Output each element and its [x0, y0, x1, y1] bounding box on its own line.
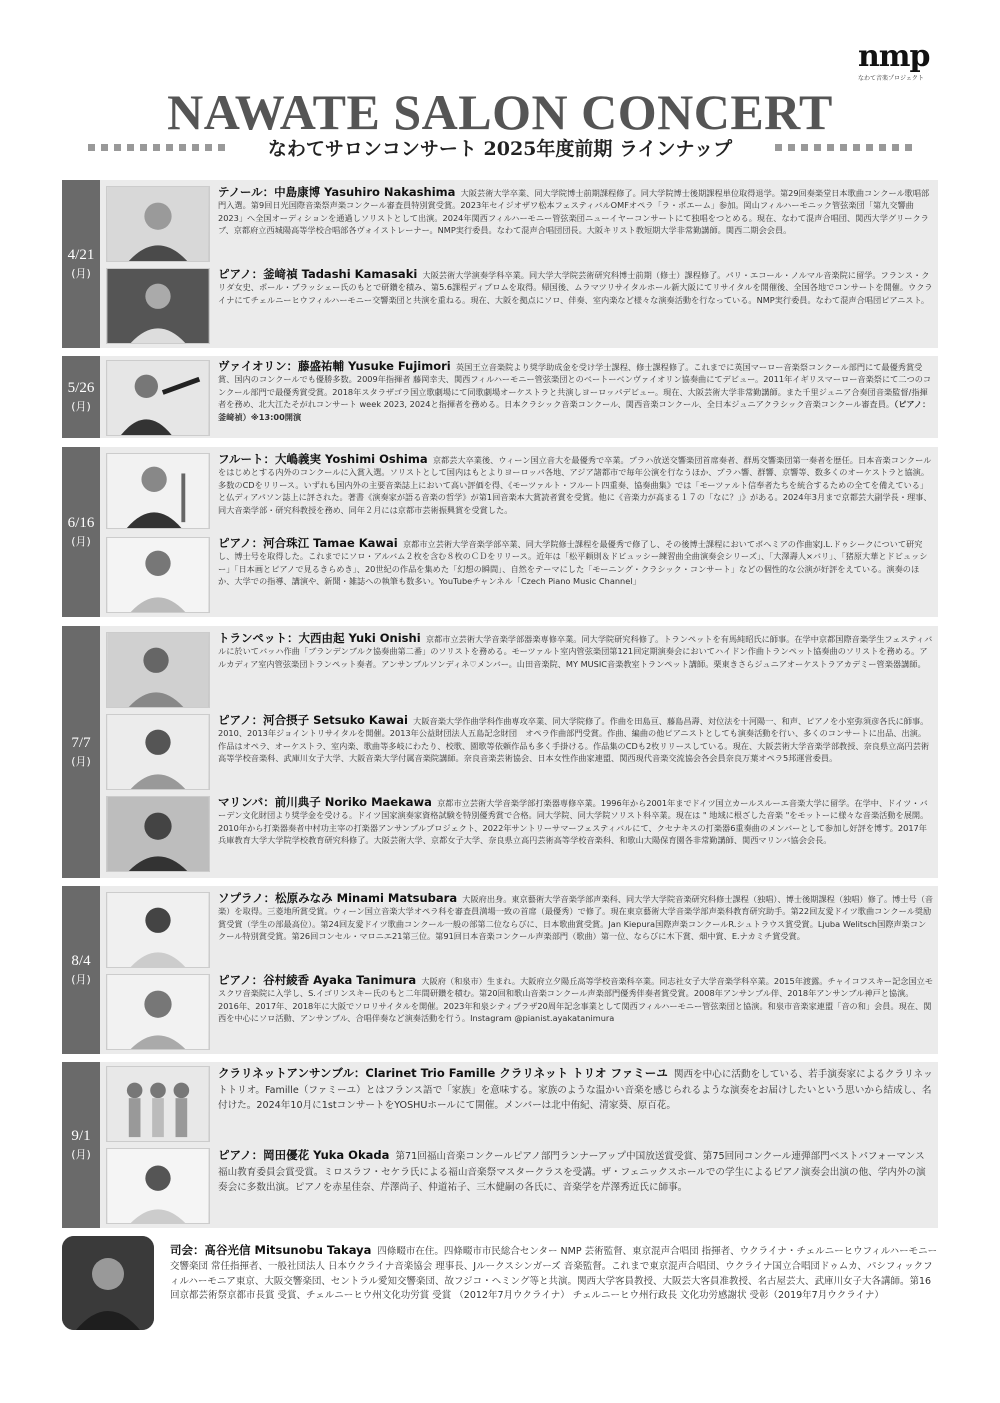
- concert-weekday: (月): [71, 400, 91, 413]
- concert-block: [62, 886, 938, 1054]
- performer-photo: [106, 796, 210, 872]
- page-subtitle: なわてサロンコンサート 2025年度前期 ラインナップ: [267, 137, 733, 160]
- performer-text: [218, 360, 934, 423]
- performer-bio: 京都芸大卒業後、ウィーン国立音大を最優秀で卒業。プラハ放送交響楽団首席奏者、群馬交響楽団第一奏者を歴任。日本音楽コンクールをはじめとする内外のコンクールに入賞入選。ソリストとして国内はもとよりヨーロッパ各地、アジア諸都市で毎年公演を行なうほか、プラハ響、群響、京響等、数多くのオーケストラと協演。多数のCDをリリース。いずれも国内外の主要音楽誌上において高い評価を得、《モーツァルト・フルート四重奏、協奏曲集》では「モーツァルト信奉者たちを統合するための全てを備えている」と仏ディアパソン誌上に評された。著書《演奏家が語る音楽の哲学》が第1回音楽本大賞読者賞を受賞。他に《音楽力が高まる１７の「なに？」》がある。2024年3月まで京都芸大副学長・理事、同大音楽学部・研究科教授を務め、同年２月には京都市芸術振興賞を受賞した。: [218, 455, 932, 515]
- performer-name: ピアノ：谷村綾香 Ayaka Tanimura: [218, 974, 417, 987]
- date-tab: [62, 1062, 100, 1228]
- performer-entry: [106, 796, 934, 874]
- mc-name: 司会：髙谷光信 Mitsunobu Takaya: [170, 1243, 372, 1257]
- performer-entry: [106, 537, 934, 613]
- logo-mark: nmp: [858, 39, 930, 74]
- concert-date: 7/7: [71, 735, 91, 751]
- performer-name: フルート：大嶋義実 Yoshimi Oshima: [218, 453, 428, 466]
- performer-text: [218, 537, 934, 588]
- mc-bio: 四條畷市在住。四條畷市市民総合センター NMP 芸術監督、東京混声合唱団 指揮者、ウクライナ・チェルニーヒウフィルハーモニー交響楽団 常任指揮者、一般社団法人 日本ウクライナ音楽協会 理事長、Jルークスシンガーズ 音楽監督。これまで東京混声合唱団、ウクライナ国立合唱団ドゥムカ、パシフィックフィルハーモニア東京、大阪交響楽団、セントラル愛知交響楽団、故フジコ・ヘミング等と共演。関西大学客員教授、大阪芸大客員准教授、名古屋芸大、武庫川女子大各講師。第16回京都芸術祭京都市長賞 受賞、チェルニーヒウ州文化功労賞 受賞 （2012年7月ウクライナ） チェルニーヒウ州行政長 文化功労感謝状 受彰（2019年7月ウクライナ）: [170, 1246, 938, 1302]
- performer-bio: 英国王立音楽院より奨学助成金を受け学士課程、修士課程修了。これまでに英国マーロー音楽祭コンクール部門にて最優秀賞受賞、国内のコンクールでも優勝多数。2009年指揮者 藤岡幸夫、関西フィルハーモニー管弦楽団とのベートーベンヴァイオリン協奏曲にてデビュー。2011年イギリスマーロー音楽祭にて二つのコンクール部門で最優秀賞受賞。2018年スタラザゴラ国立歌劇場にて同歌劇場オーケストラと共演しヨーロッパデビュー。現在、大阪芸術大学非常勤講師。また千里ジュニア合奏団音楽監督/指揮者を務め、北大江たそがれコンサート week 2023, 2024と指揮者を務める。日本クラシック音楽コンクール、関西音楽コンクール、全日本ジュニアクラシック音楽コンクール審査員。: [218, 362, 932, 410]
- concert-date: 8/4: [71, 953, 91, 969]
- performer-photo: [106, 632, 210, 708]
- performer-bio: 大阪府（和泉市）生まれ。大阪府立夕陽丘高等学校音楽科卒業。同志社女子大学音楽学科卒業。2015年渡露。チャイコフスキー記念国立モスクワ音楽院に入学し、S.イゴリンスキー氏のもと二年間研鑽を積む。第20回和歌山音楽コンクール声楽部門優秀伴奏者賞受賞。2008年アンサンブル伴、2018年アンサンブル神戸と協演。2016年、2017年、2018年に大阪でソロリサイタルを開催。2023年和泉シティプラザ20周年記念事業として関西フィルハーモニー管弦楽団と協演。和泉市音楽家連盟「音の和」会員。現在、関西を中心にソロ活動、アンサンブル、合唱伴奏など演奏活動を行う。Instagram @pianist.ayakatanimura: [218, 976, 934, 1024]
- performer-name: クラリネットアンサンブル：Clarinet Trio Famille クラリネット トリオ ファミーユ: [218, 1066, 668, 1080]
- concert-block: [62, 356, 938, 438]
- concert-weekday: (月): [71, 1148, 91, 1161]
- nmp-logo: [858, 39, 938, 82]
- performer-bio: 大阪芸術大学卒業、同大学院博士前期課程修了。同大学院博士後期課程単位取得退学。第29回奏楽堂日本歌曲コンクール歌唱部門入選。第9回日光国際音楽祭声楽コンクール審査員特別賞受賞。2023年セイジオザワ松本フェスティバルOMFオペラ「ラ・ボエーム」参加。岡山フィルハーモニック管弦楽団「第九交響曲2023」へ全国オーディションを通過しソリストとして出演。2024年関西フィルハーモニー管弦楽団ニューイヤーコンサートにて独唱をつとめる。現在、なわて混声合唱団、関西大学グリークラブ、京都府立西城陽高等学校合唱部各ヴォイストレーナー。NMP実行委員。なわて混声合唱団団長。大阪キリスト教短期大学非常勤講師。関西二期会会員。: [218, 188, 930, 236]
- performer-bio: 大阪府出身。東京藝術大学音楽学部声楽科、同大学大学院音楽研究科修士課程（独唱）、博士後期課程（独唱）修了。博士号（音楽）を取得。三菱地所賞受賞。ウィーン国立音楽大学オペラ科を審査員満場一致の首席（最優秀）で修了。現在東京藝術大学音楽学部声楽科教育研究助手。第22回友愛ドイツ歌曲コンクール奨励賞受賞（学生の部最高位）。第24回友愛ドイツ歌曲コンクール一般の部第二位ならびに、日本歌曲賞受賞。Jan Kiepura国際声楽コンクールR.シュトラウス賞受賞。Ljuba Welitsch国際声楽コンクール特別賞受賞。第26回コンセル・マロニエ21第三位。第91回日本音楽コンクール声楽部門（歌曲）第一位、ならびに木下賞、畑中賞、E.ナカミチ賞受賞。: [218, 894, 934, 942]
- concert-weekday: (月): [71, 267, 91, 280]
- concert-block: [62, 626, 938, 878]
- performer-bio: 大阪音楽大学作曲学科作曲専攻卒業、同大学院修了。作曲を田島亘、藤島昌壽、対位法を十河陽一、和声、ピアノを小室弥須彦各氏に師事。2010、2013年ジョイントリサイタルを開催。2013年公益財団法人五島記念財団 オペラ作曲部門受賞。作曲、編曲の他ピアニストとしても演奏活動を行い、多くのコンサートに出品、出演。作品はオペラ、オーケストラ、室内楽、歌曲等多岐にわたり、校歌、園歌等依頼作品も多く手掛ける。作品集のCDも2枚リリースしている。現在、大阪芸術大学音楽学部教授、奈良県立高円芸術高等学校音楽科、武庫川女子大学、大阪音楽大学付属音楽院講師。奈良音楽芸術協会、日本女性作曲家連盟、関西現代音楽交流協会各会員奈良万葉オペラ5邦運営委員。: [218, 716, 930, 764]
- performer-photo: [106, 974, 210, 1050]
- date-tab: [62, 886, 100, 1054]
- performer-text: [218, 974, 934, 1025]
- performer-photo: [106, 186, 210, 262]
- performer-text: [218, 892, 934, 943]
- performer-photo: [106, 714, 210, 790]
- mc-photo: [62, 1236, 154, 1330]
- performer-bio: 第71回福山音楽コンクールピアノ部門ランナーアップ中国放送賞受賞、第75回同コンクール連弾部門ベストパフォーマンス福山教育委員会賞受賞。ミロスラフ・セケラ氏による福山音楽祭マスタークラスを受講。ザ・フェニックスホールでの学生によるピアノ演奏会出演の他、学内外の演奏会に多数出演。ピアノを赤星佳奈、芹澤尚子、仲道祐子、三木健嗣の各氏に、音楽学を芹澤秀近氏に師事。: [218, 1151, 926, 1194]
- concert-block: [62, 180, 938, 348]
- performer-entry: [106, 632, 934, 710]
- performer-entry: [106, 360, 934, 436]
- performer-bio: 京都市立芸術大学音楽学部卒業、同大学院修士課程を最優秀で修了し、その後博士課程においてボヘミアの作曲家J.L.ドゥシークについて研究し、博士号を取得した。これまでにソロ・アルバム２枚を含む８枚のＣＤをリリース。近年は「松平頼則＆ドビュッシー練習曲全曲演奏会シリーズ」、「大澤壽人×バリ」、「猪原大華とドビュッシー」「日本画とピアノで見るきらめき」、20世紀の作品を集めた「幻想の瞬間」、自然をテーマにした「モーニング・クラシック・コンサート」などの個性的な公演が好評をえている。演奏のほか、大学での指導、講演や、新聞・雑誌への執筆も数多い。YouTubeチャンネル「Czech Piano Music Channel」: [218, 539, 928, 587]
- divider-left: [88, 144, 225, 151]
- subtitle-row: [88, 132, 912, 162]
- date-tab: [62, 447, 100, 617]
- performer-name: トランペット：大西由起 Yuki Onishi: [218, 632, 421, 645]
- concert-weekday: (月): [71, 535, 91, 548]
- performer-entry: [106, 453, 934, 531]
- performer-name: ソプラノ：松原みなみ Minami Matsubara: [218, 892, 458, 905]
- performer-entry: [106, 974, 934, 1050]
- concert-block: [62, 1062, 938, 1228]
- performer-name: マリンバ：前川典子 Noriko Maekawa: [218, 796, 432, 809]
- concert-block: [62, 447, 938, 617]
- performer-text: [218, 714, 934, 765]
- performer-text: [218, 453, 934, 516]
- concert-date: 9/1: [71, 1128, 91, 1144]
- performer-name: ピアノ：河合摂子 Setsuko Kawai: [218, 714, 408, 727]
- concert-date: 4/21: [67, 247, 95, 263]
- date-tab: [62, 356, 100, 438]
- performer-entry: [106, 268, 934, 344]
- page-title: NAWATE SALON CONCERT: [167, 84, 833, 140]
- performer-bio: 関西を中心に活動をしている、若手演奏家によるクラリネットトリオ。Famille（ファミーユ）とはフランス語で「家族」を意味する。家族のような温かい音楽を感じられるような演奏をお届けしたいという思いから結成し、名付けた。2024年10月に1stコンサートをYOSHUホールにて開催。メンバーは北中侑紀、清家葵、原百花。: [218, 1069, 933, 1112]
- performer-bio: 京都市立芸術大学音楽学部打楽器専修卒業。1996年から2001年までドイツ国立カールスルーエ音楽大学に留学。在学中、ドイツ・バーデン文化財団より奨学金を受ける。ドイツ国家演奏家資格試験を特別優秀賞で合格。同大学院、同大学院ソリスト科卒業。現在は " 地域に根ざした音楽 "をモットーに様々な音楽活動を展開。2010年から打楽器奏者中村功主宰の打楽器アンサンブルプロジェクト、2022年サントリーサマーフェスティバルにて、クセナキスの打楽器6重奏曲のメンバーとして参加し好評を博す。2017年兵庫教育大学大学院学校教育研究科修了。大阪芸術大学、京都女子大学、奈良県立高円芸術高等学校音楽科、和歌山大陽保育園各非常勤講師、関西マリンバ協会会長。: [218, 798, 929, 846]
- performer-entry: [106, 1148, 934, 1226]
- date-tab: [62, 626, 100, 878]
- performer-name: ヴァイオリン：藤盛祐輔 Yusuke Fujimori: [218, 360, 451, 373]
- performer-name: テノール：中島康博 Yasuhiro Nakashima: [218, 186, 456, 199]
- performer-photo: [106, 1066, 210, 1142]
- performer-photo: [106, 1148, 210, 1224]
- date-tab: [62, 180, 100, 348]
- logo-subtitle: なわて音楽プロジェクト: [858, 75, 924, 82]
- concert-weekday: (月): [71, 755, 91, 768]
- performance-note: （ピアノ：釜﨑禎）※13:00開演: [218, 399, 931, 422]
- performer-entry: [106, 714, 934, 792]
- performer-name: ピアノ：河合珠江 Tamae Kawai: [218, 537, 398, 550]
- performer-text: [218, 796, 934, 847]
- mc-section: [62, 1236, 938, 1330]
- performer-name: ピアノ：岡田優花 Yuka Okada: [218, 1148, 390, 1162]
- performer-photo: [106, 453, 210, 529]
- divider-right: [775, 144, 912, 151]
- performer-photo: [106, 892, 210, 968]
- performer-photo: [106, 537, 210, 613]
- performer-photo: [106, 360, 210, 436]
- performer-text: [218, 1148, 934, 1196]
- concert-date: 6/16: [67, 515, 95, 531]
- performer-bio: 京都市立芸術大学音楽学部器楽専修卒業。同大学院研究科修了。トランペットを有馬純昭氏に師事。在学中京都国際音楽学生フェスティバルに於いてバッハ作曲「ブランデンブルク協奏曲第二番」のソリストを務める。モーツァルト室内管弦楽団第121回定期演奏会においてハイドン作曲トランペット協奏曲のソリストを務める。アルカディア室内管弦楽団トランペット奏者。アンサンブルソンディネ♡メンバー。山田音楽院、MY MUSIC音楽教室トランペット講師。栗東きさらジュニアオーケストラアカデミー管楽器講師。: [218, 634, 933, 669]
- concert-date: 5/26: [67, 380, 95, 396]
- performer-name: ピアノ：釜﨑禎 Tadashi Kamasaki: [218, 268, 418, 281]
- performer-text: [218, 186, 934, 237]
- mc-text: [170, 1243, 938, 1304]
- performer-text: [218, 632, 934, 670]
- performer-photo: [106, 268, 210, 344]
- performer-entry: [106, 1066, 934, 1144]
- performer-text: [218, 268, 934, 306]
- performer-entry: [106, 186, 934, 264]
- concert-weekday: (月): [71, 973, 91, 986]
- performer-entry: [106, 892, 934, 970]
- performer-bio: 大阪芸術大学演奏学科卒業。同大学大学院芸術研究科博士前期（修士）課程修了。パリ・エコール・ノルマル音楽院に留学。フランス・クリダ女史、ポール・ブラッシェー氏のもとで研鑽を積み、第5.6課程ディプロムを取得。帰国後、ムラマツリサイタルホール新大阪にてリサイタルを開催後、全国各地でコンサートを開催。ウクライナにてチェルニーヒウフィルハーモニー交響楽団と共演を重ねる。現在、大阪を拠点にソロ、伴奏、室内楽など様々な演奏活動を行なっている。NMP実行委員。なわて混声合唱団ピアニスト。: [218, 270, 933, 305]
- performer-text: [218, 1066, 934, 1114]
